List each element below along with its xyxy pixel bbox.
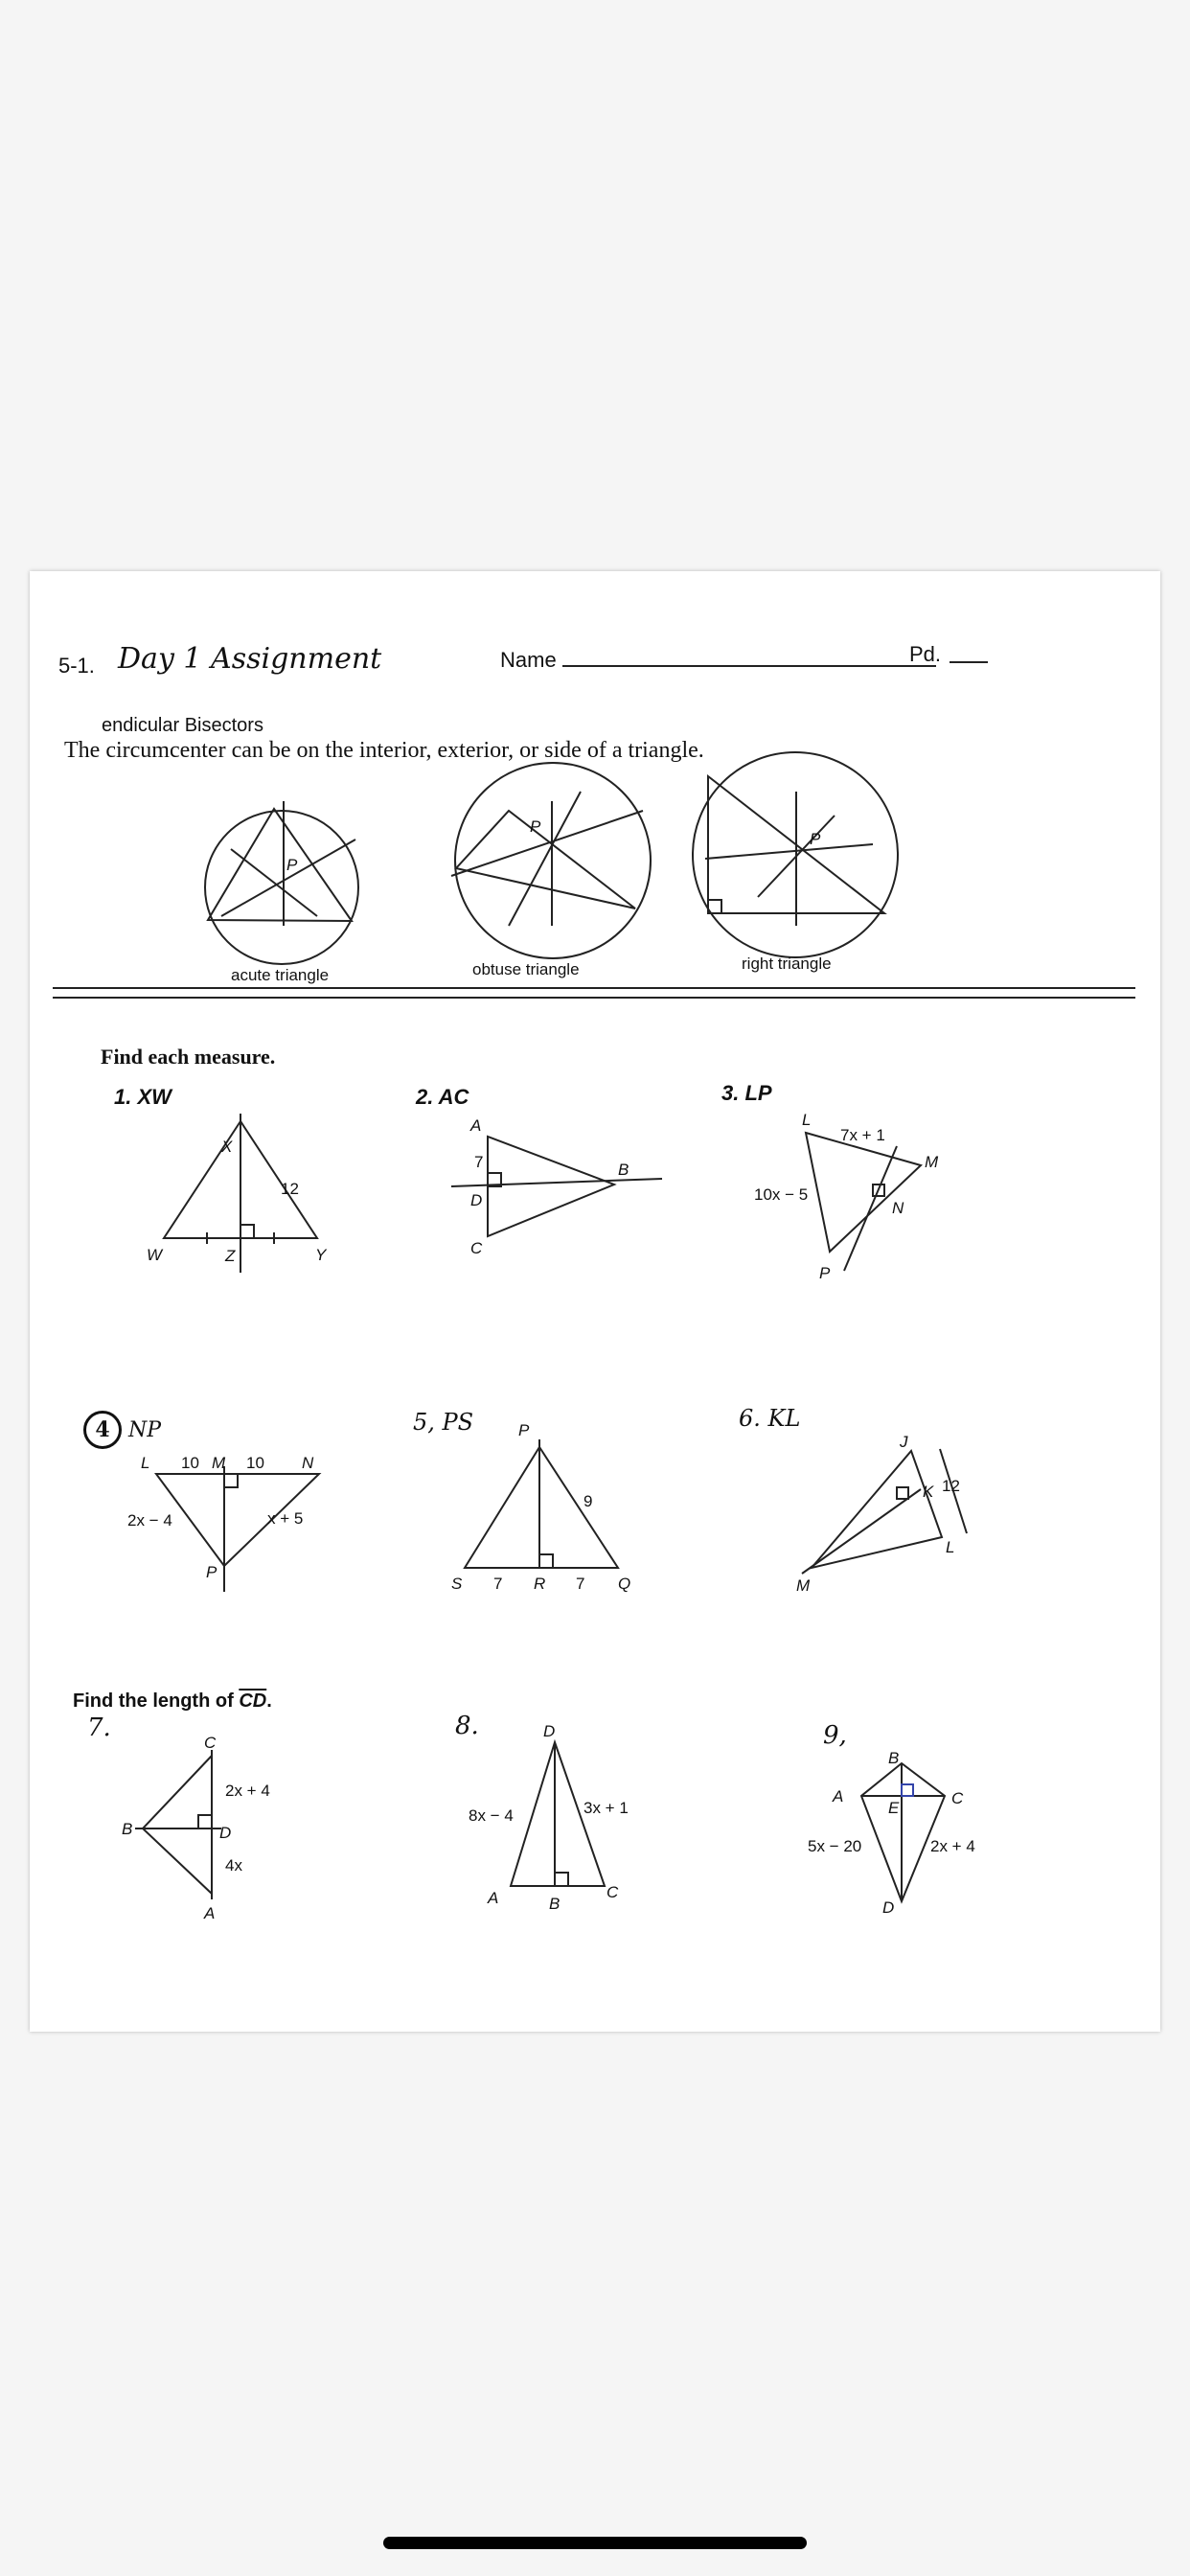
point-n: N: [892, 1199, 904, 1217]
handwritten-title: Day 1 Assignment: [118, 642, 382, 676]
point-p-5: P: [518, 1421, 530, 1439]
value-2x-plus-4-7: 2x + 4: [225, 1782, 270, 1800]
point-a: A: [470, 1116, 482, 1135]
value-7-right: 7: [576, 1575, 585, 1593]
point-p-right: P: [810, 830, 821, 848]
period-label: Pd.: [909, 642, 942, 666]
point-d: D: [470, 1191, 483, 1209]
point-y: Y: [315, 1246, 327, 1264]
value-2x-minus-4: 2x − 4: [127, 1511, 172, 1530]
value-12: 12: [281, 1180, 299, 1198]
point-b-9: B: [888, 1749, 900, 1767]
point-a-7: A: [204, 1904, 216, 1922]
subheading: endicular Bisectors: [102, 715, 263, 736]
problem-4-number: 4: [83, 1411, 122, 1449]
period-line: [950, 661, 988, 663]
value-2x-plus-4-9: 2x + 4: [930, 1837, 975, 1855]
problem-5-label: 5, PS: [413, 1409, 474, 1436]
name-line: [562, 665, 936, 667]
point-d-8: D: [543, 1722, 556, 1740]
point-m-6: M: [796, 1576, 811, 1595]
point-b: B: [618, 1161, 629, 1179]
point-k: K: [923, 1483, 934, 1501]
value-5x-minus-20: 5x − 20: [808, 1837, 862, 1855]
problem-9-label: 9,: [823, 1721, 847, 1750]
section2-title: [73, 1690, 272, 1713]
point-c-7: C: [204, 1734, 217, 1752]
problem-2-label: 2. AC: [416, 1085, 469, 1109]
point-d-9: D: [882, 1898, 895, 1917]
point-d-7: D: [219, 1824, 232, 1842]
point-e-9: E: [888, 1799, 900, 1817]
point-x: X: [221, 1138, 233, 1156]
point-q: Q: [618, 1575, 631, 1593]
problem-8-label: 8.: [455, 1712, 479, 1740]
point-l-6: L: [946, 1538, 955, 1556]
value-3x-plus-1: 3x + 1: [584, 1799, 629, 1817]
point-b-7: B: [122, 1820, 133, 1838]
point-j: J: [900, 1433, 908, 1451]
circumcenter-statement: The circumcenter can be on the interior, exterior, or side of a triangle.: [64, 738, 704, 763]
point-b-8: B: [549, 1895, 561, 1913]
problem-6-label: 6. KL: [739, 1405, 801, 1432]
caption-right: right triangle: [742, 954, 832, 973]
point-p-4: P: [206, 1563, 217, 1581]
value-10-right: 10: [246, 1454, 264, 1472]
value-10-left: 10: [181, 1454, 199, 1472]
segment-cd: $\overline{CD}$: [239, 1690, 267, 1712]
value-12-6: 12: [942, 1477, 960, 1495]
point-s: S: [451, 1575, 463, 1593]
point-c-8: C: [606, 1883, 619, 1901]
caption-acute: acute triangle: [231, 966, 330, 984]
name-label: Name: [500, 648, 557, 672]
point-w: W: [147, 1246, 163, 1264]
worksheet-page: [30, 571, 1160, 2032]
caption-obtuse: obtuse triangle: [472, 960, 580, 978]
value-4x: 4x: [225, 1856, 242, 1874]
point-z: Z: [225, 1247, 236, 1265]
problem-4-target: NP: [128, 1418, 162, 1442]
divider-top: [53, 987, 1135, 989]
point-a-9: A: [833, 1787, 844, 1806]
section2-title-text: Find the length of: [73, 1690, 234, 1712]
value-7-left: 7: [493, 1575, 503, 1593]
point-a-8: A: [488, 1889, 499, 1907]
point-p-obtuse: P: [530, 817, 541, 836]
section2-period: .: [266, 1690, 272, 1712]
value-7: 7: [474, 1153, 484, 1171]
problem-3-label: 3. LP: [721, 1081, 772, 1105]
value-x-plus-5: x + 5: [267, 1509, 304, 1528]
problem-1-label: 1. XW: [114, 1085, 172, 1109]
point-p: P: [819, 1264, 831, 1282]
divider-bottom: [53, 997, 1135, 999]
point-n-4: N: [302, 1454, 314, 1472]
value-7x-plus-1: 7x + 1: [840, 1126, 885, 1144]
value-9: 9: [584, 1492, 593, 1510]
problem-4-label: [83, 1411, 161, 1449]
point-c: C: [470, 1239, 483, 1257]
point-p-acute: P: [286, 856, 298, 874]
value-8x-minus-4: 8x − 4: [469, 1806, 514, 1825]
value-10x-minus-5: 10x − 5: [754, 1185, 809, 1204]
point-l-4: L: [141, 1454, 150, 1472]
point-r: R: [534, 1575, 546, 1593]
section-number: 5-1.: [58, 654, 95, 678]
point-m-4: M: [212, 1454, 226, 1472]
point-l: L: [802, 1111, 812, 1129]
section1-title: Find each measure.: [101, 1045, 276, 1069]
point-m: M: [925, 1153, 939, 1171]
point-c-9: C: [951, 1789, 964, 1807]
problem-7-label: 7.: [87, 1714, 111, 1742]
home-indicator[interactable]: [383, 2537, 807, 2549]
